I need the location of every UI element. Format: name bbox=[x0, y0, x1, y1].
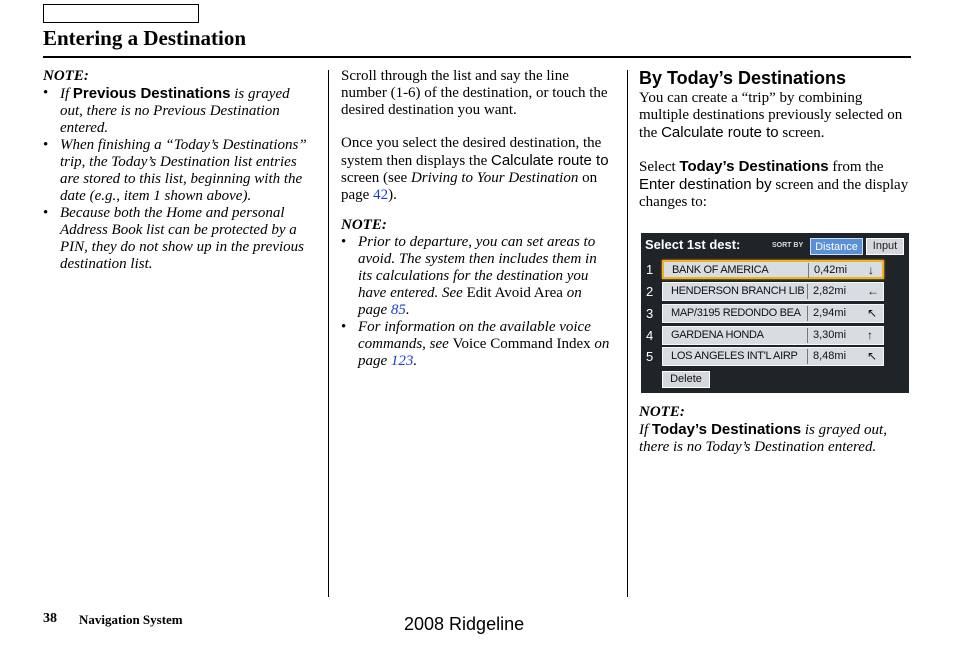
sort-input-button[interactable]: Input bbox=[866, 238, 904, 255]
note-list bbox=[43, 85, 315, 273]
note-list-2 bbox=[341, 234, 613, 370]
direction-arrow-icon: ↖ bbox=[867, 349, 878, 363]
destination-distance: 8,48mi bbox=[813, 350, 847, 362]
note-item-previous-destinations: • If Previous Destinations is grayed out, there is no Previous Destination entered. bbox=[43, 85, 315, 137]
todays-destinations-ref-2: Today’s Destinations bbox=[651, 421, 802, 438]
page-title: Entering a Destination bbox=[43, 26, 247, 50]
previous-destinations-ref: Previous Destinations bbox=[72, 85, 231, 102]
delete-button[interactable]: Delete bbox=[662, 371, 710, 388]
note-heading-2: NOTE: bbox=[341, 217, 387, 233]
header-tab-box bbox=[43, 4, 199, 23]
destination-name: LOS ANGELES INT'L AIRP bbox=[671, 350, 798, 362]
column-2 bbox=[341, 68, 613, 370]
column-3-note bbox=[639, 404, 911, 456]
destination-row[interactable] bbox=[662, 304, 884, 323]
note-item-pin: • Because both the Home and personal Address Book list can be protected by a PIN, they do not show up in the previous destination list. bbox=[43, 205, 315, 273]
column-divider-1 bbox=[328, 70, 329, 597]
footer-model: 2008 Ridgeline bbox=[404, 614, 525, 634]
sort-by-label: SORT BY bbox=[772, 242, 804, 249]
direction-arrow-icon: ↖ bbox=[867, 306, 878, 320]
row-number: 4 bbox=[646, 328, 654, 343]
paragraph-select: Once you select the desired destination, the system then displays the Calculate route to screen (see Driving to Your Destination on page 42). bbox=[341, 135, 609, 203]
destination-distance: 2,94mi bbox=[813, 307, 847, 319]
sort-distance-button[interactable]: Distance bbox=[810, 238, 863, 255]
note-todays-grayed: If Today’s Destinations is grayed out, there is no Today’s Destination entered. bbox=[639, 421, 887, 455]
destination-name: MAP/3195 REDONDO BEA bbox=[671, 307, 801, 319]
voice-command-index-ref: Voice Command Index bbox=[452, 336, 591, 352]
destination-row[interactable] bbox=[662, 260, 884, 279]
note-heading-3: NOTE: bbox=[639, 404, 685, 420]
note-item-todays-trip: • When finishing a “Today’s Destinations” trip, the Today’s Destination list entries are stored to this list, beginning with the date (e.g., item 1 shown above). bbox=[43, 137, 315, 205]
calculate-route-ref-2: Calculate route to bbox=[661, 124, 779, 141]
page-number: 38 bbox=[43, 611, 57, 626]
paragraph-scroll: Scroll through the list and say the line number (1-6) of the destination, or touch the desired destination you want. bbox=[341, 68, 608, 118]
destination-row[interactable] bbox=[662, 326, 884, 345]
page-link-123[interactable]: 123 bbox=[390, 353, 414, 369]
destination-row[interactable] bbox=[662, 282, 884, 301]
edit-avoid-area-ref: Edit Avoid Area bbox=[466, 285, 563, 301]
page-link-85[interactable]: 85 bbox=[390, 302, 406, 318]
calculate-route-ref: Calculate route to bbox=[491, 152, 609, 169]
todays-destinations-ref: Today’s Destinations bbox=[679, 158, 829, 175]
row-number: 1 bbox=[646, 262, 654, 277]
column-divider-2 bbox=[627, 70, 628, 597]
row-number: 2 bbox=[646, 284, 654, 299]
destination-name: BANK OF AMERICA bbox=[672, 264, 769, 276]
direction-arrow-icon: ↓ bbox=[868, 263, 874, 277]
direction-arrow-icon: ← bbox=[867, 284, 879, 298]
page-link-42[interactable]: 42 bbox=[373, 187, 389, 203]
destination-distance: 2,82mi bbox=[813, 285, 847, 297]
paragraph-select-todays: Select Today’s Destinations from the Enter destination by screen and the display changes to: bbox=[639, 158, 909, 210]
paragraph-trip: You can create a “trip” by combining multiple destinations previously selected on the Calculate route to screen. bbox=[639, 90, 903, 141]
column-1 bbox=[43, 68, 315, 273]
note-item-voice-commands: • For information on the available voice commands, see Voice Command Index on page 123. bbox=[341, 319, 613, 370]
row-number: 5 bbox=[646, 349, 654, 364]
footer-section: Navigation System bbox=[79, 612, 183, 627]
title-rule bbox=[43, 56, 911, 58]
destination-name: GARDENA HONDA bbox=[671, 329, 764, 341]
screen-title: Select 1st dest: bbox=[645, 237, 741, 252]
driving-ref: Driving to Your Destination bbox=[410, 170, 579, 186]
column-3 bbox=[639, 68, 911, 211]
row-number: 3 bbox=[646, 306, 654, 321]
destination-distance: 3,30mi bbox=[813, 329, 847, 341]
destination-row[interactable] bbox=[662, 347, 884, 366]
note-heading: NOTE: bbox=[43, 68, 89, 84]
note-item-avoid-areas: • Prior to departure, you can set areas to avoid. The system then includes them in its calculations for the destination you have entered. See Edit Avoid Area on page 85. bbox=[341, 234, 613, 319]
nav-screen-image bbox=[641, 233, 909, 393]
section-heading: By Today’s Destinations bbox=[639, 68, 847, 88]
destination-distance: 0,42mi bbox=[814, 264, 848, 276]
enter-destination-by-ref: Enter destination by bbox=[639, 176, 772, 193]
destination-name: HENDERSON BRANCH LIB bbox=[671, 285, 805, 297]
direction-arrow-icon: ↑ bbox=[867, 328, 873, 342]
